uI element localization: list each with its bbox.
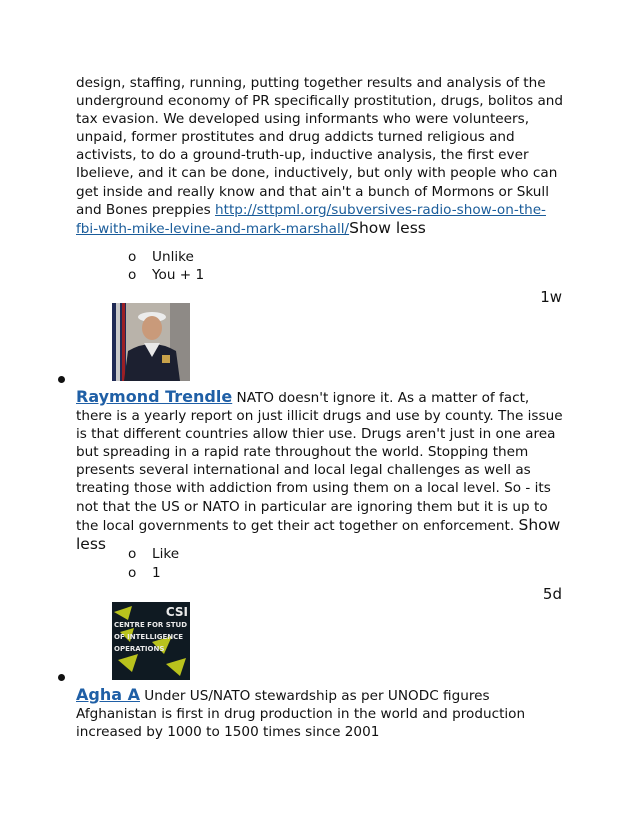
avatar[interactable] — [112, 303, 190, 381]
comment-body: Raymond Trendle NATO doesn't ignore it. As a matter of fact, there is a yearly report on just illicit drugs and use by county. The issue is that different countries allow thier use. Drugs aren't just in one area but spreading in a rapid rate throughout the world. Stopping them presents several international and local legal challenges as well as treating those with addiction from using them on a local level. So - its not that the US or NATO in particular are ignoring them but it is up to the local governments to get their act together on enforcement. Show less — [76, 387, 563, 553]
like-button[interactable]: Like — [152, 546, 180, 562]
list-item: o Like — [128, 546, 180, 562]
list-bullet — [58, 674, 65, 681]
comment-body: Agha A Under US/NATO stewardship as per UNODC figures Afghanistan is first in drug production in the world and production increased by 1000 to 1500 times since 2001 — [76, 685, 526, 741]
timestamp: 5d — [542, 585, 562, 603]
list-item: o You + 1 — [128, 267, 205, 283]
author-link[interactable]: Agha A — [76, 685, 140, 704]
list-item: o 1 — [128, 565, 161, 581]
show-less-link[interactable]: Show less — [349, 218, 426, 237]
like-count: 1 — [152, 565, 161, 581]
author-link[interactable]: Raymond Trendle — [76, 387, 233, 406]
logo-text: CSI CENTRE FOR STUD OF INTELLIGENCE OPERATIONS — [114, 605, 188, 653]
avatar-image — [112, 303, 190, 381]
list-item: o Unlike — [128, 249, 194, 265]
like-count: You + 1 — [152, 267, 205, 283]
avatar[interactable] — [112, 602, 190, 680]
external-link[interactable]: http://sttpml.org/subversives-radio-show-on-the-fbi-with-mike-levine-and-mark-marshall/ — [76, 201, 546, 237]
comment-body: design, staffing, running, putting together results and analysis of the underground economy of PR specifically prostitution, drugs, bolitos and tax evasion. We developed using informants who were volunteers, unpaid, former prostitutes and drug addicts turned religious and activists, to do a ground-truth-up, inductive analysis, the first ever Ibelieve, and it can be done, inductively, but only with people who can get inside and really know and that ain't a bunch of Mormons or Skull and Bones preppies http://sttpml.org/subversives-radio-show-on-the-fbi-with-mike-levine-and-mark-marshall/Show less — [76, 75, 564, 237]
show-less-link[interactable]: Show less — [76, 515, 561, 553]
list-bullet — [58, 376, 65, 383]
unlike-button[interactable]: Unlike — [152, 249, 194, 265]
timestamp: 1w — [540, 288, 562, 306]
